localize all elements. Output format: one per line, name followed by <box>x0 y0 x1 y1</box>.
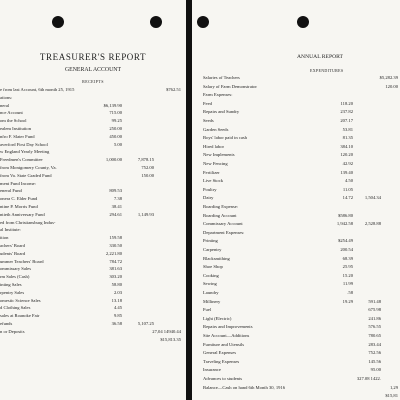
row-label: sales at Roanoke Fair <box>0 313 40 319</box>
amount-cell: $6,139.90 <box>103 102 122 108</box>
row-label: Boarding Account <box>203 212 237 218</box>
right-page <box>192 0 400 400</box>
amount-cell: 200.54 <box>340 247 353 252</box>
row-label: ummer Teachers' Board <box>0 258 44 264</box>
row-label: d Clothing Sales <box>0 305 31 311</box>
row-label: from Montgomery County, Va. <box>0 165 57 170</box>
subtotal-cell: 5,107.25 <box>137 321 154 326</box>
row-label: Fuel <box>203 307 212 313</box>
amount-cell: 25.95 <box>342 264 353 270</box>
ledger-row <box>0 250 184 258</box>
row-label: Boarding Expense: <box>203 204 239 209</box>
row-label: onera C. Elder Fund <box>0 196 38 202</box>
ledger-row <box>203 255 398 263</box>
amount-cell: 4.45 <box>113 305 122 311</box>
amount-cell: 42.92 <box>342 161 353 166</box>
ledger-row <box>203 194 398 202</box>
row-label: Laundry <box>203 290 219 295</box>
amount-cell: 381.63 <box>109 266 122 272</box>
ledger-row <box>0 242 184 250</box>
ledger-row <box>0 148 184 156</box>
ledger-row <box>203 332 398 340</box>
subtotal-cell: 241.86 <box>368 315 381 321</box>
row-label: ed from Christiansburg Indus- <box>0 219 56 225</box>
ledger-row <box>0 117 184 125</box>
ledger-row <box>0 304 184 312</box>
row-label: Millinery <box>203 298 221 304</box>
amount-cell: $586.80 <box>338 212 353 218</box>
row-label: ment Fund Income: <box>0 180 36 186</box>
subtotal-cell: 283.44 <box>368 341 381 347</box>
row-label: ntine P. Morris Fund <box>0 204 38 209</box>
row-label: averford First Day School <box>0 141 48 147</box>
page-title: ANNUAL REPORT <box>297 54 343 60</box>
binder-hole <box>150 16 162 28</box>
row-label: Fertilizer <box>203 169 220 175</box>
subtotal-cell: 675.98 <box>368 307 381 313</box>
row-label: Seeds <box>203 118 214 123</box>
subtotal-cell: 150.00 <box>141 172 154 178</box>
row-label: Poultry <box>203 186 217 192</box>
section-heading: RECEIPTS <box>82 79 104 84</box>
ledger-row <box>0 109 184 117</box>
ledger-row <box>203 298 398 306</box>
amount-cell: 99.25 <box>111 118 122 124</box>
ledger-row <box>0 320 184 328</box>
amount-cell: 58.80 <box>111 282 122 287</box>
amount-cell: .58 <box>347 290 353 295</box>
row-label: Boys' labor paid in cash <box>203 135 247 141</box>
ledger-row <box>203 358 398 366</box>
ledger-row <box>203 134 398 142</box>
ledger-row <box>203 220 398 228</box>
row-label: Sewing <box>203 281 217 287</box>
total-cell: $5,282.39 <box>379 75 398 80</box>
ledger-row <box>0 172 184 180</box>
total-cell: $762.51 <box>166 87 181 92</box>
row-label: Traveling Expenses <box>203 358 240 364</box>
row-label: Department Expenses: <box>203 229 245 235</box>
row-label: New Fencing <box>203 161 228 166</box>
row-label: ations: <box>0 94 13 100</box>
row-label: Advances to students <box>203 376 243 381</box>
row-label: Shoe Shop <box>203 264 223 270</box>
ledger-row <box>203 306 398 314</box>
row-label: neral <box>0 102 10 108</box>
row-label: n or Deposits <box>0 328 25 334</box>
amount-cell: $254.49 <box>338 238 353 244</box>
ledger-row <box>203 315 398 323</box>
row-label: udents' Board <box>0 250 26 256</box>
row-label: Repairs and Sundry <box>203 109 240 115</box>
ledger-row <box>203 143 398 151</box>
subtotal-cell: 2,528.88 <box>364 221 381 227</box>
ledger-row <box>203 263 398 271</box>
ledger-row <box>0 289 184 297</box>
row-label: Dairy <box>203 195 214 201</box>
row-label: eneral Fund <box>0 188 22 194</box>
amount-cell: 1,942.58 <box>336 221 353 227</box>
amount-cell: 4.50 <box>344 178 353 184</box>
amount-cell: 120.20 <box>340 152 353 158</box>
row-label: om the School <box>0 118 27 124</box>
amount-cell: 53.81 <box>342 126 353 132</box>
amount-cell: 237.82 <box>340 109 353 115</box>
row-label: al Institute: <box>0 227 21 233</box>
subtotal-cell: 591.48 <box>368 298 381 304</box>
total-cell: 1,29 <box>389 384 398 390</box>
amount-cell: 5.00 <box>113 141 122 147</box>
row-label: Feed <box>203 100 212 106</box>
subtotal-cell: 752.00 <box>141 165 154 170</box>
amount-cell: 11.05 <box>342 186 353 192</box>
row-label: Balance—Cash on hand 6th Month 30, 1916 <box>203 384 286 390</box>
page-title: TREASURER'S REPORT <box>39 52 147 62</box>
ledger-row <box>203 91 398 99</box>
row-label: Cooking <box>203 272 219 278</box>
amount-cell: 2,221.80 <box>105 250 122 256</box>
ledger-row <box>0 281 184 289</box>
ledger-row <box>203 246 398 254</box>
row-label: e from last Account, 6th month 25, 1915 <box>0 87 75 92</box>
ledger-row <box>203 186 398 194</box>
row-label: ealem Institution <box>0 126 32 131</box>
amount-cell: 809.53 <box>109 188 122 194</box>
ledger-row <box>0 211 184 219</box>
row-label: rpentry Sales <box>0 289 25 295</box>
ledger-row <box>203 272 398 280</box>
row-label: efunds <box>0 321 13 326</box>
row-label: Site Account—Additions <box>203 333 250 338</box>
row-label: from Va. State Graded Fund <box>0 172 52 178</box>
ledger-row <box>203 117 398 125</box>
row-label: Commissary Account <box>203 221 243 227</box>
ledger-row <box>203 100 398 108</box>
ledger-row <box>203 203 398 211</box>
row-label: Repairs and Improvements <box>203 324 253 330</box>
total-cell: $15,813.35 <box>160 336 181 342</box>
binder-hole <box>197 16 209 28</box>
ledger-row <box>0 234 184 242</box>
ledger-row <box>0 180 184 188</box>
amount-cell: 7.38 <box>113 196 122 202</box>
row-label: Freedmen's Committee <box>0 157 43 163</box>
ledger-row <box>0 219 184 227</box>
ledger-row <box>0 226 184 234</box>
ledger-row <box>203 280 398 288</box>
ledger-row <box>0 265 184 273</box>
subtotal-cell: 576.55 <box>368 324 381 330</box>
row-label: ommissary Sales <box>0 266 32 272</box>
subtotal-cell: 752.56 <box>368 350 381 356</box>
row-label: Live Stock <box>203 178 224 184</box>
ledger-row <box>0 203 184 211</box>
row-label: rm Sales (Cash) <box>0 274 30 280</box>
row-label: Hired labor <box>203 143 225 149</box>
amount-cell: 68.39 <box>342 255 353 261</box>
amount-cell: 384.10 <box>340 143 353 149</box>
amount-cell: 118.20 <box>340 100 353 106</box>
subtotal-cell: 145.56 <box>368 358 381 364</box>
ledger-row <box>0 133 184 141</box>
ledger-row <box>0 86 184 94</box>
row-label: Salaries of Teachers <box>203 75 240 80</box>
amount-cell: 38.41 <box>111 204 122 209</box>
row-label: Furniture and Utensils <box>203 341 245 347</box>
row-label: Light (Electric) <box>203 315 232 321</box>
ledger-row <box>203 375 398 383</box>
amount-cell: 250.00 <box>109 126 122 131</box>
row-label: Salary of Farm Demonstrator <box>203 83 257 89</box>
total-cell: 120.00 <box>385 83 398 89</box>
ledger-row <box>0 195 184 203</box>
ledger-row <box>0 125 184 133</box>
ledger-row <box>203 126 398 134</box>
page-subtitle: GENERAL ACCOUNT <box>65 67 121 73</box>
ledger-row <box>203 366 398 374</box>
row-label: Garden Seeds <box>203 126 229 132</box>
ledger-row <box>203 349 398 357</box>
subtotal-cell: 7,878.15 <box>137 157 154 163</box>
ledger-row <box>0 102 184 110</box>
amount-cell: 1,000.00 <box>105 157 122 163</box>
ledger-row <box>0 94 184 102</box>
amount-cell: 450.00 <box>109 133 122 139</box>
ledger-row <box>203 384 398 392</box>
row-label: Printing <box>203 238 218 244</box>
ledger-row <box>203 108 398 116</box>
ledger-row <box>0 141 184 149</box>
amount-cell: 207.17 <box>340 118 353 123</box>
ledger-row <box>0 273 184 281</box>
ledger-row <box>203 151 398 159</box>
amount-cell: 784.72 <box>109 258 122 264</box>
total-cell: $15,81 <box>385 393 398 399</box>
binder-hole <box>52 16 64 28</box>
amount-cell: 15.20 <box>342 272 353 278</box>
ledger-row <box>203 392 398 400</box>
ledger-row <box>0 156 184 164</box>
row-label: Farm Expenses: <box>203 92 233 98</box>
ledger-row <box>0 297 184 305</box>
row-label: ntieth Anniversary Fund <box>0 211 45 217</box>
ledger-row <box>203 169 398 177</box>
amount-cell: 13.18 <box>111 297 122 303</box>
row-label: inting Sales <box>0 282 22 287</box>
row-label: nfro F. Slater Fund <box>0 133 35 139</box>
row-label: Carpentry <box>203 247 222 252</box>
amount-cell: 81.35 <box>342 135 353 141</box>
ledger-row <box>0 187 184 195</box>
subtotal-cell: 327.08 1422. <box>356 376 381 381</box>
ledger-row <box>0 312 184 320</box>
row-label: New Implements <box>203 152 235 158</box>
section-heading: EXPENDITURES <box>310 68 344 73</box>
ledger-row <box>203 177 398 185</box>
subtotal-cell: 95.00 <box>370 367 381 373</box>
binder-hole <box>297 16 309 28</box>
row-label: nce Account <box>0 110 23 116</box>
amount-cell: 11.99 <box>342 281 353 287</box>
amount-cell: 294.61 <box>109 211 122 217</box>
subtotal-cell: 1,504.34 <box>364 195 381 201</box>
row-label: omestic Science Sales <box>0 297 41 303</box>
ledger-row <box>203 323 398 331</box>
row-label: General Expenses <box>203 350 237 356</box>
ledger-row <box>0 258 184 266</box>
ledger-row <box>203 229 398 237</box>
amount-cell: 36.58 <box>111 321 122 326</box>
row-label: achers' Board <box>0 243 25 248</box>
row-label: Insurance <box>203 367 221 373</box>
amount-cell: 159.58 <box>109 235 122 241</box>
row-label: w England Yearly Meeting <box>0 149 50 155</box>
left-page <box>0 0 186 400</box>
amount-cell: 9.85 <box>113 313 122 319</box>
ledger-row <box>203 289 398 297</box>
amount-cell: 139.40 <box>340 169 353 175</box>
amount-cell: 330.50 <box>109 243 122 248</box>
ledger-row <box>203 74 398 82</box>
subtotal-cell: 1,149.93 <box>137 211 154 217</box>
total-cell: 27,04 14940.44 <box>152 328 181 334</box>
ledger-row <box>0 336 184 344</box>
ledger-row <box>203 83 398 91</box>
ledger-row <box>203 160 398 168</box>
ledger-row <box>203 237 398 245</box>
ledger-row <box>0 164 184 172</box>
ledger-row <box>0 328 184 336</box>
row-label: Blacksmithing <box>203 255 230 261</box>
amount-cell: 715.00 <box>109 110 122 116</box>
amount-cell: 2.03 <box>113 289 122 295</box>
row-label: ition <box>0 235 9 241</box>
amount-cell: 14.72 <box>342 195 353 201</box>
amount-cell: 303.20 <box>109 274 122 280</box>
ledger-row <box>203 212 398 220</box>
amount-cell: 19.29 <box>342 298 353 304</box>
subtotal-cell: 780.65 <box>368 333 381 338</box>
ledger-row <box>203 341 398 349</box>
